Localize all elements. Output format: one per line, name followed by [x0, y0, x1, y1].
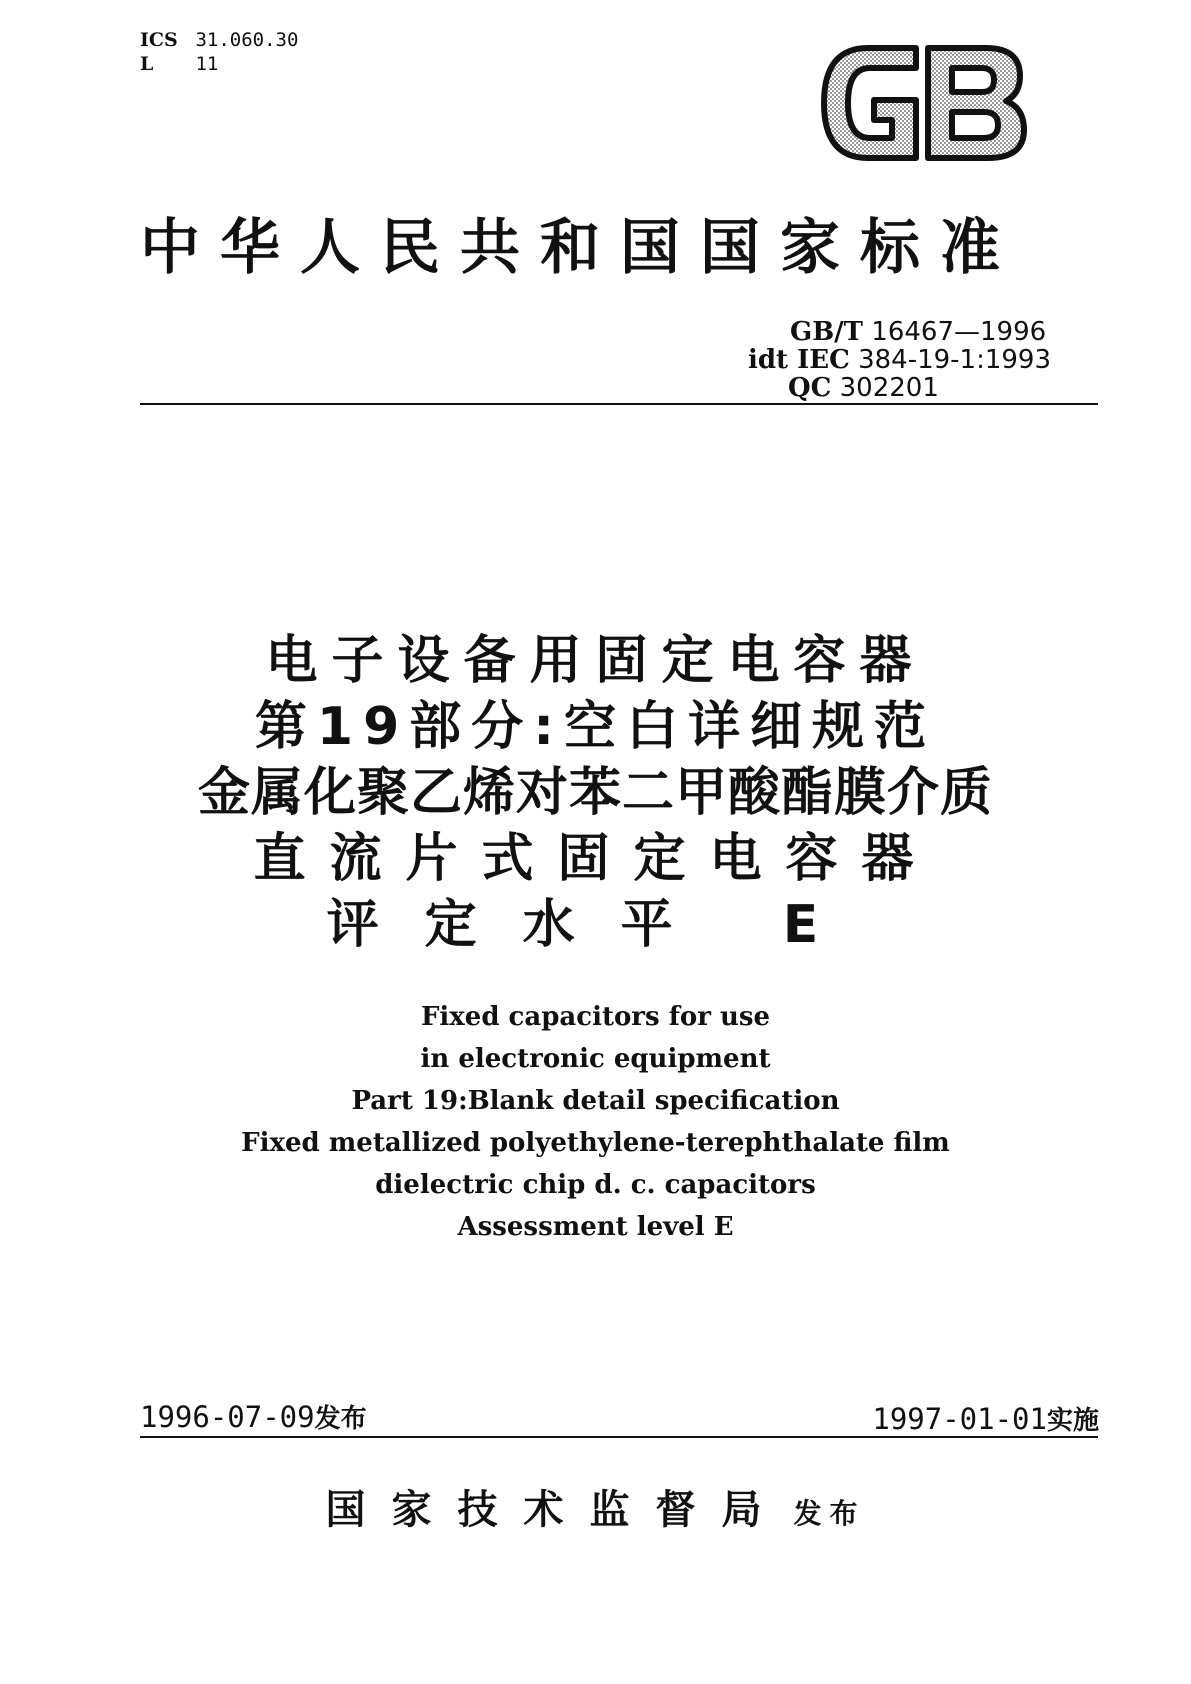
chinese-title-line: 评定水平 E	[326, 895, 865, 955]
standard-numbers	[748, 318, 1051, 402]
idt-value: 384-19-1:1993	[858, 345, 1052, 375]
idt-row	[748, 346, 1051, 374]
chinese-title-line: 第19部分:空白详细规范	[254, 697, 937, 757]
ics-label: ICS	[140, 29, 178, 51]
english-title	[0, 996, 1191, 1248]
issuer-suffix: 发布	[793, 1497, 866, 1530]
chinese-title-line: 直流片式固定电容器	[253, 829, 938, 889]
issue-date-value: 1996-07-09	[140, 1400, 315, 1434]
header-divider	[140, 403, 1098, 405]
issue-date-suffix: 发布	[314, 1404, 367, 1434]
ics-row	[140, 28, 298, 52]
english-title-line: Fixed metallized polyethylene-terephthalate film	[241, 1128, 950, 1158]
issuer-name: 国家技术监督局	[325, 1486, 788, 1533]
ics-value: 31.060.30	[195, 29, 299, 51]
issue-date	[140, 1398, 367, 1435]
implementation-date-suffix: 实施	[1046, 1406, 1099, 1436]
implementation-date-value: 1997-01-01	[872, 1402, 1047, 1436]
std-number-label: GB/T	[790, 317, 864, 347]
l-label: L	[140, 53, 154, 75]
qc-row	[788, 374, 1051, 402]
implementation-date	[872, 1400, 1099, 1437]
english-title-line: Part 19:Blank detail specification	[351, 1086, 840, 1116]
english-title-line: dielectric chip d. c. capacitors	[375, 1170, 816, 1200]
standard-title: 中华人民共和国国家标准	[140, 213, 1020, 283]
gb-logo-graphic	[818, 44, 1028, 162]
l-value: 11	[195, 53, 219, 75]
english-title-line: Assessment level E	[457, 1212, 734, 1242]
std-number-value: 16467—1996	[871, 317, 1047, 347]
l-row	[140, 52, 298, 76]
english-title-line: in electronic equipment	[420, 1044, 771, 1074]
classification-codes	[140, 28, 298, 76]
issuing-authority	[0, 1478, 1191, 1535]
english-title-line: Fixed capacitors for use	[420, 1002, 771, 1032]
idt-label: idt IEC	[748, 345, 850, 375]
chinese-title-line: 电子设备用固定电容器	[265, 631, 926, 691]
qc-value: 302201	[839, 373, 939, 403]
chinese-title	[0, 628, 1191, 958]
chinese-title-line: 金属化聚乙烯对苯二甲酸酯膜介质	[197, 763, 993, 823]
qc-label: QC	[788, 373, 832, 403]
footer-divider	[140, 1436, 1098, 1438]
gb-logo	[818, 44, 1028, 162]
std-number-row	[790, 318, 1051, 346]
